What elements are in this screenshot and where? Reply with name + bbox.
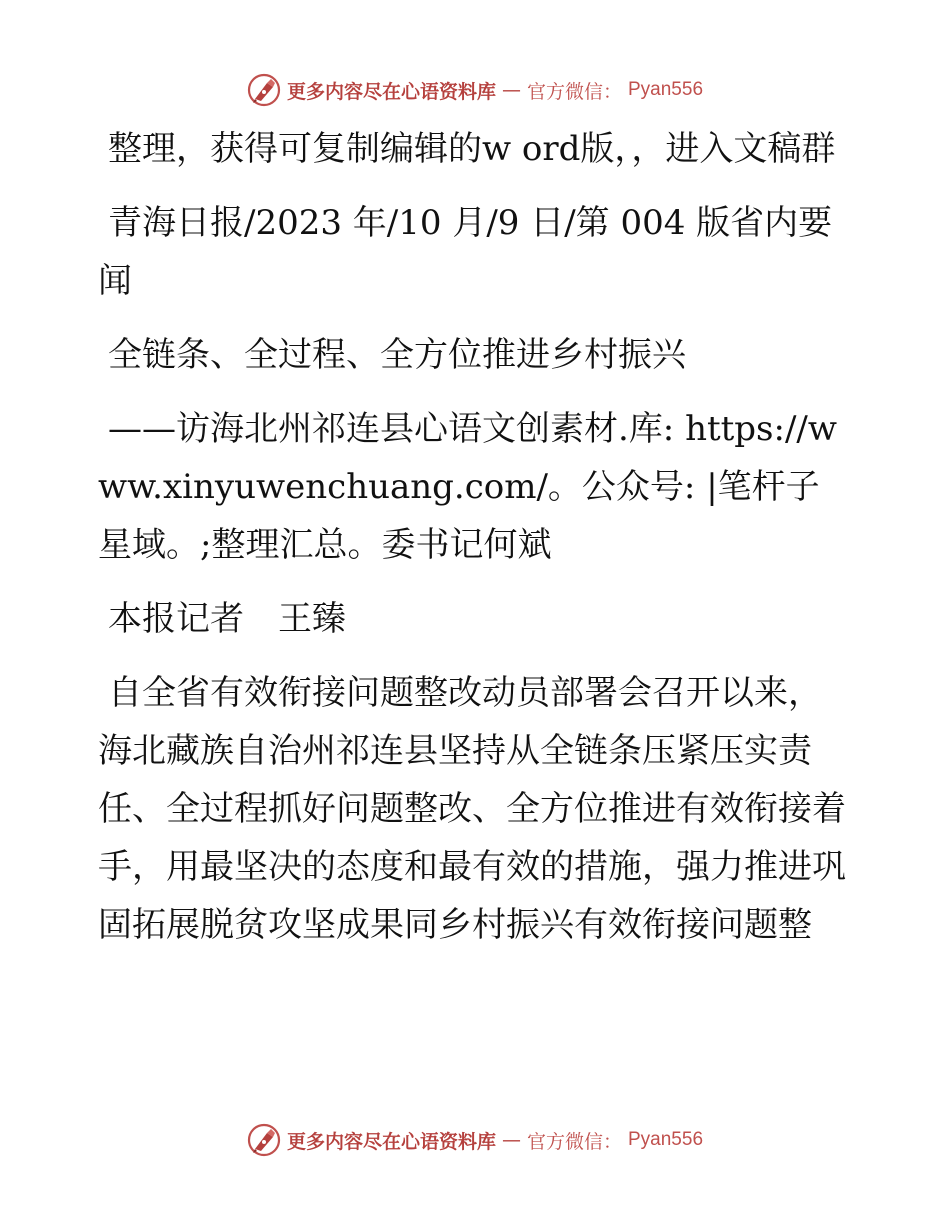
source-line: 青海日报/2023 年/10 月/9 日/第 004 版省内要闻 — [98, 203, 833, 301]
header-wechat-id: Pyan556 — [628, 79, 704, 100]
document-body — [98, 120, 850, 970]
footer-site-text: 更多内容尽在心语资料库 — [286, 1130, 496, 1153]
pen-nib-logo-icon — [247, 1123, 281, 1157]
footer-banner — [0, 1120, 950, 1160]
pen-nib-logo-icon — [247, 73, 281, 107]
headline: 全链条、全过程、全方位推进乡村振兴 — [108, 335, 686, 375]
body-paragraph: 自全省有效衔接问题整改动员部署会召开以来，海北藏族自治州祁连县坚持从全链条压紧压实责任、全过程抓好问题整改、全方位推进有效衔接着手，用最坚决的态度和最有效的措施，强力推进巩固拓展脱贫攻坚成果同乡村振兴有效衔接问题整 — [98, 673, 846, 945]
header-separator: — — [501, 79, 521, 101]
header-banner — [0, 70, 950, 110]
header-site-text: 更多内容尽在心语资料库 — [286, 80, 496, 103]
subheadline: ——访海北州祁连县心语文创素材.库: https://www.xinyuwenchuang.com/。公众号: |笔杆子星域。;整理汇总。委书记何斌 — [98, 409, 837, 565]
header-wechat-label: 官方微信： — [526, 80, 622, 103]
intro-line: 整理，获得可复制编辑的w ord版，，进入文稿群 — [108, 129, 836, 169]
footer-wechat-label: 官方微信： — [526, 1130, 622, 1153]
footer-wechat-id: Pyan556 — [628, 1129, 704, 1150]
byline: 本报记者 王臻 — [108, 599, 346, 639]
footer-separator: — — [501, 1129, 521, 1151]
